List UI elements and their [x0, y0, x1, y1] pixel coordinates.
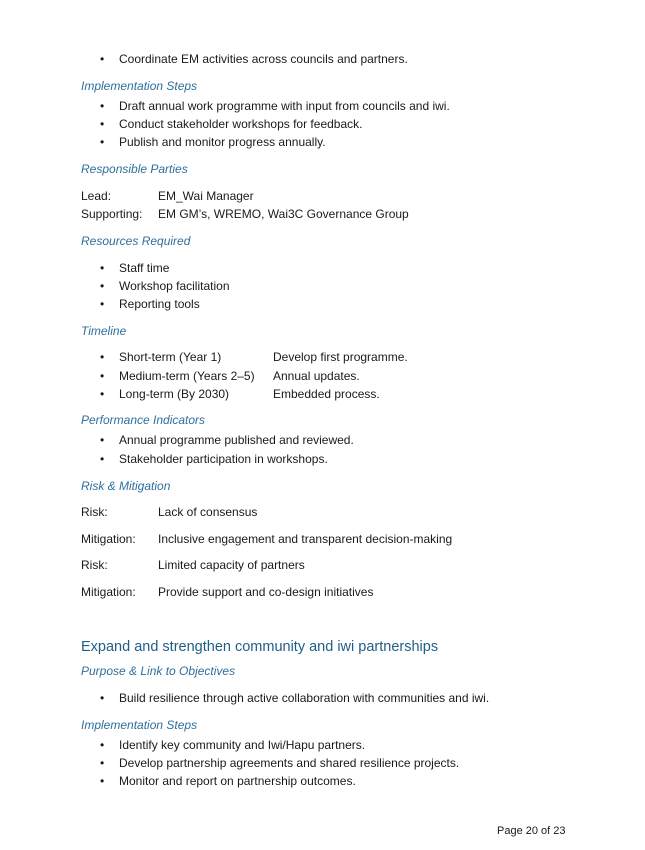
responsible-value: EM_Wai Manager: [158, 189, 254, 203]
bullet-icon: •: [100, 433, 105, 447]
subheading-purpose: Purpose & Link to Objectives: [81, 664, 236, 678]
list-item: Monitor and report on partnership outcomes.: [119, 774, 356, 788]
bullet-icon: •: [100, 297, 105, 311]
bullet-icon: •: [100, 369, 105, 383]
subheading-implementation-steps: Implementation Steps: [81, 79, 198, 93]
responsible-role: Lead:: [81, 189, 112, 203]
risk-value: Limited capacity of partners: [158, 558, 305, 572]
bullet-icon: •: [100, 261, 105, 275]
list-item: Draft annual work programme with input from councils and iwi.: [119, 99, 450, 113]
subheading-timeline: Timeline: [81, 324, 127, 338]
responsible-role: Supporting:: [81, 207, 143, 221]
bullet-icon: •: [100, 135, 105, 149]
risk-value: Lack of consensus: [158, 505, 258, 519]
list-item: Build resilience through active collaboration with communities and iwi.: [119, 691, 490, 705]
bullet-icon: •: [100, 99, 105, 113]
risk-label: Risk:: [81, 558, 108, 572]
list-item: Stakeholder participation in workshops.: [119, 452, 328, 466]
responsible-value: EM GM’s, WREMO, Wai3C Governance Group: [158, 207, 409, 221]
subheading-risk-mitigation: Risk & Mitigation: [81, 479, 171, 493]
bullet-icon: •: [100, 774, 105, 788]
subheading-implementation-steps: Implementation Steps: [81, 718, 198, 732]
bullet-icon: •: [100, 117, 105, 131]
list-item: Workshop facilitation: [119, 279, 230, 293]
bullet-icon: •: [100, 350, 105, 364]
mitigation-value: Provide support and co-design initiatives: [158, 585, 374, 599]
list-item: Publish and monitor progress annually.: [119, 135, 326, 149]
bullet-icon: •: [100, 52, 105, 66]
list-item: Annual programme published and reviewed.: [119, 433, 354, 447]
list-item: Reporting tools: [119, 297, 200, 311]
section-heading: Expand and strengthen community and iwi partnerships: [81, 639, 439, 655]
timeline-desc: Embedded process.: [273, 387, 380, 401]
bullet-icon: •: [100, 756, 105, 770]
mitigation-label: Mitigation:: [81, 532, 136, 546]
list-item: Develop partnership agreements and shared resilience projects.: [119, 756, 460, 770]
list-item: Staff time: [119, 261, 170, 275]
timeline-term: Long-term (By 2030): [119, 387, 230, 401]
timeline-term: Short-term (Year 1): [119, 350, 222, 364]
list-item: Conduct stakeholder workshops for feedback.: [119, 117, 363, 131]
bullet-icon: •: [100, 691, 105, 705]
list-item: Identify key community and Iwi/Hapu partners.: [119, 738, 366, 752]
mitigation-value: Inclusive engagement and transparent decision-making: [158, 532, 453, 546]
subheading-performance-indicators: Performance Indicators: [81, 413, 206, 427]
bullet-icon: •: [100, 452, 105, 466]
bullet-icon: •: [100, 738, 105, 752]
subheading-resources-required: Resources Required: [81, 234, 191, 248]
timeline-desc: Develop first programme.: [273, 350, 408, 364]
timeline-term: Medium-term (Years 2–5): [119, 369, 255, 383]
subheading-responsible-parties: Responsible Parties: [81, 162, 188, 176]
risk-label: Risk:: [81, 505, 108, 519]
list-item: Coordinate EM activities across councils and partners.: [119, 52, 408, 66]
page-number: Page 20 of 23: [497, 825, 566, 837]
mitigation-label: Mitigation:: [81, 585, 136, 599]
bullet-icon: •: [100, 279, 105, 293]
bullet-icon: •: [100, 387, 105, 401]
timeline-desc: Annual updates.: [273, 369, 360, 383]
